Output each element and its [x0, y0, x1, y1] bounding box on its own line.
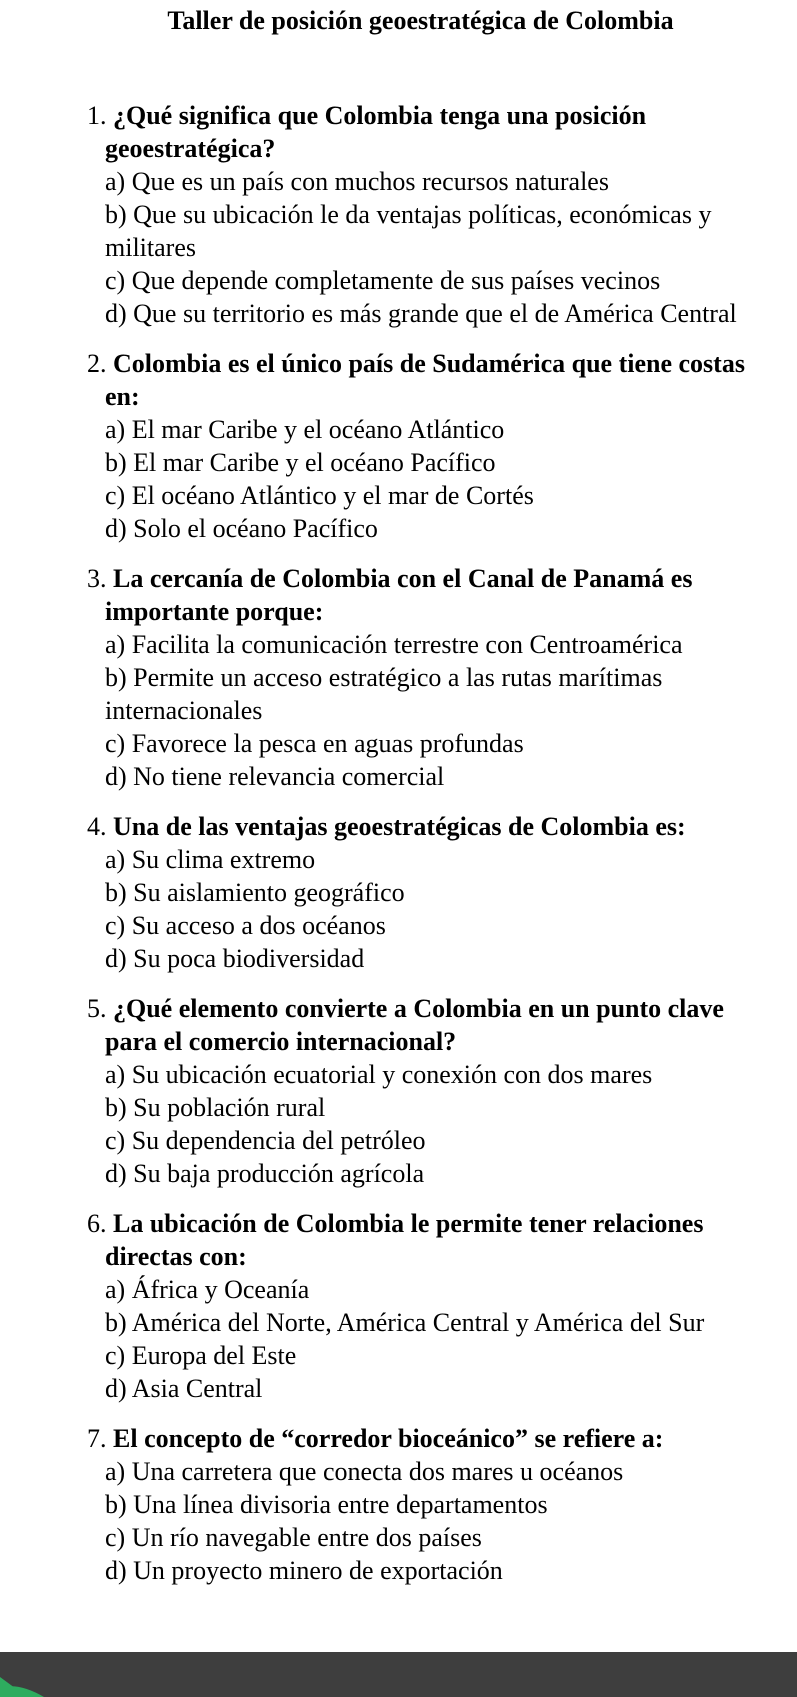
- option-line: b) Permite un acceso estratégico a las rutas marítimas internacionales: [105, 663, 663, 725]
- question-number: 1.: [87, 101, 113, 130]
- option-line: b) El mar Caribe y el océano Pacífico: [105, 448, 496, 477]
- question-text: [87, 99, 765, 165]
- page-title: Taller de posición geoestratégica de Colombia: [167, 6, 674, 35]
- option-line: b) Su aislamiento geográfico: [105, 878, 405, 907]
- option-line: b) Su población rural: [105, 1093, 326, 1122]
- option-line: c) Favorece la pesca en aguas profundas: [105, 729, 524, 758]
- option-line: d) No tiene relevancia comercial: [105, 762, 445, 791]
- question-text-label: La cercanía de Colombia con el Canal de Panamá es importante porque:: [105, 564, 693, 626]
- question-text: [87, 810, 765, 843]
- option-line: b) Que su ubicación le da ventajas políticas, económicas y militares: [105, 200, 712, 262]
- question-text-label: Colombia es el único país de Sudamérica que tiene costas en:: [105, 349, 745, 411]
- option-line: a) Su ubicación ecuatorial y conexión con dos mares: [105, 1060, 653, 1089]
- question-text: [87, 562, 765, 628]
- question-number: 6.: [87, 1209, 113, 1238]
- option-line: a) Facilita la comunicación terrestre con Centroamérica: [105, 630, 683, 659]
- question-item: [0, 810, 797, 975]
- option-line: b) Una línea divisoria entre departamentos: [105, 1490, 548, 1519]
- question-item: [0, 992, 797, 1190]
- option-line: c) Un río navegable entre dos países: [105, 1523, 482, 1552]
- option-line: c) Su acceso a dos océanos: [105, 911, 386, 940]
- option-line: c) Su dependencia del petróleo: [105, 1126, 426, 1155]
- option-line: c) Europa del Este: [105, 1341, 297, 1370]
- question-number: 7.: [87, 1424, 113, 1453]
- option-line: a) África y Oceanía: [105, 1275, 310, 1304]
- question-text-label: Una de las ventajas geoestratégicas de Colombia es:: [113, 812, 686, 841]
- question-item: [0, 1207, 797, 1405]
- question-number: 5.: [87, 994, 113, 1023]
- option-line: a) Una carretera que conecta dos mares u océanos: [105, 1457, 624, 1486]
- question-text: [87, 992, 765, 1058]
- option-line: a) Que es un país con muchos recursos naturales: [105, 167, 609, 196]
- question-text-label: ¿Qué significa que Colombia tenga una posición geoestratégica?: [105, 101, 647, 163]
- option-line: d) Solo el océano Pacífico: [105, 514, 378, 543]
- question-item: [0, 1422, 797, 1587]
- option-line: d) Que su territorio es más grande que el de América Central: [105, 299, 737, 328]
- option-line: d) Su baja producción agrícola: [105, 1159, 425, 1188]
- option-line: a) Su clima extremo: [105, 845, 316, 874]
- question-item: [0, 99, 797, 330]
- question-number: 2.: [87, 349, 113, 378]
- question-text-label: ¿Qué elemento convierte a Colombia en un punto clave para el comercio internacional?: [105, 994, 724, 1056]
- question-item: [0, 347, 797, 545]
- question-text: [87, 1422, 765, 1455]
- option-line: a) El mar Caribe y el océano Atlántico: [105, 415, 505, 444]
- option-line: d) Un proyecto minero de exportación: [105, 1556, 503, 1585]
- question-text: [87, 347, 765, 413]
- question-text-label: El concepto de “corredor bioceánico” se refiere a:: [113, 1424, 664, 1453]
- question-text-label: La ubicación de Colombia le permite tener relaciones directas con:: [105, 1209, 704, 1271]
- question-list: [0, 99, 797, 1587]
- option-line: b) América del Norte, América Central y América del Sur: [105, 1308, 705, 1337]
- question-text: [87, 1207, 765, 1273]
- option-line: c) Que depende completamente de sus países vecinos: [105, 266, 661, 295]
- question-number: 4.: [87, 812, 113, 841]
- green-logo-fragment-icon[interactable]: [0, 1651, 50, 1697]
- question-number: 3.: [87, 564, 113, 593]
- option-line: d) Su poca biodiversidad: [105, 944, 365, 973]
- question-item: [0, 562, 797, 793]
- option-line: d) Asia Central: [105, 1374, 263, 1403]
- option-line: c) El océano Atlántico y el mar de Cortés: [105, 481, 534, 510]
- taskbar: [0, 1652, 797, 1697]
